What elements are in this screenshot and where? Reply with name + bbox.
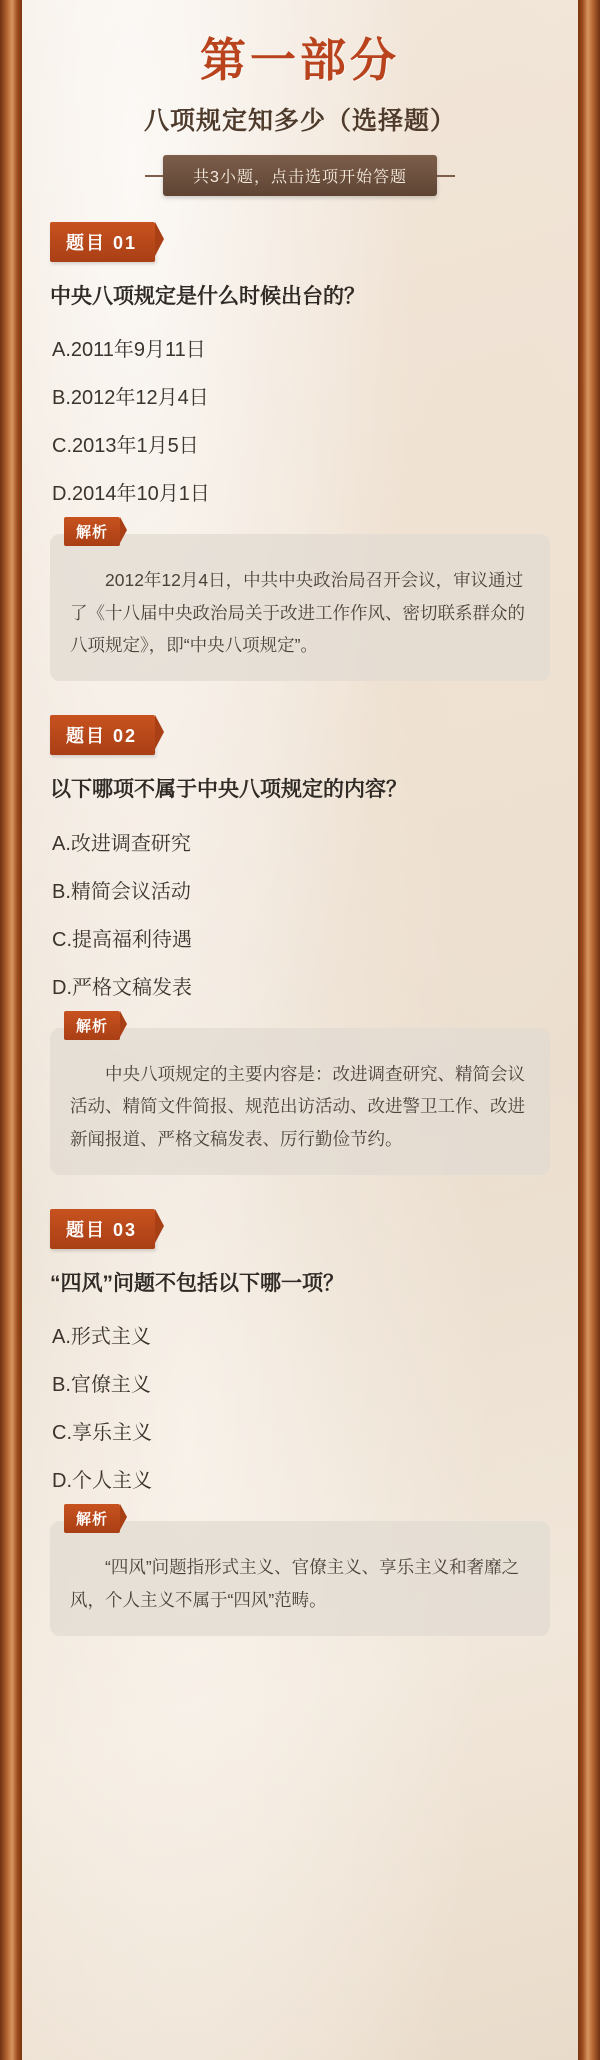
option-a[interactable]: A.2011年9月11日 bbox=[52, 339, 206, 362]
option-a[interactable]: A.形式主义 bbox=[52, 1326, 151, 1349]
question-number-tag: 题目 03 bbox=[50, 1209, 155, 1249]
page-title: 第一部分 bbox=[200, 33, 400, 87]
option-b[interactable]: B.精简会议活动 bbox=[52, 880, 191, 903]
analysis-card bbox=[50, 1511, 550, 1636]
question-block bbox=[50, 1209, 550, 1636]
option-d[interactable]: D.严格文稿发表 bbox=[52, 976, 192, 999]
option-d[interactable]: D.2014年10月1日 bbox=[52, 483, 210, 506]
questions-container bbox=[22, 212, 578, 1636]
option-list bbox=[50, 1313, 550, 1505]
paper-sheet bbox=[22, 0, 578, 2060]
question-title: 以下哪项不属于中央八项规定的内容？ bbox=[50, 778, 407, 802]
question-title: “四风”问题不包括以下哪一项？ bbox=[50, 1272, 344, 1296]
question-number-tag: 题目 01 bbox=[50, 222, 155, 262]
option-a[interactable]: A.改进调查研究 bbox=[52, 832, 191, 855]
option-list bbox=[50, 326, 550, 518]
analysis-text: 2012年12月4日，中共中央政治局召开会议，审议通过了《十八届中央政治局关于改进工作作风、密切联系群众的八项规定》，即“中央八项规定”。 bbox=[70, 570, 525, 656]
analysis-label: 解析 bbox=[64, 1505, 120, 1534]
question-title: 中央八项规定是什么时候出台的？ bbox=[50, 284, 365, 308]
analysis-card bbox=[50, 524, 550, 681]
option-b[interactable]: B.2012年12月4日 bbox=[52, 387, 209, 410]
option-c[interactable]: C.享乐主义 bbox=[52, 1422, 152, 1445]
quiz-hint-ribbon: 共3小题，点击选项开始答题 bbox=[163, 155, 437, 196]
analysis-label: 解析 bbox=[64, 1011, 120, 1040]
analysis-text: 中央八项规定的主要内容是：改进调查研究、精简会议活动、精简文件简报、规范出访活动、改进警卫工作、改进新闻报道、严格文稿发表、厉行勤俭节约。 bbox=[70, 1063, 525, 1149]
option-b[interactable]: B.官僚主义 bbox=[52, 1374, 151, 1397]
question-block bbox=[50, 715, 550, 1175]
option-c[interactable]: C.提高福利待遇 bbox=[52, 928, 192, 951]
question-number-tag: 题目 02 bbox=[50, 715, 155, 755]
page-subtitle: 八项规定知多少（选择题） bbox=[143, 106, 456, 135]
option-list bbox=[50, 820, 550, 1012]
option-c[interactable]: C.2013年1月5日 bbox=[52, 435, 199, 458]
analysis-label: 解析 bbox=[64, 517, 120, 546]
option-d[interactable]: D.个人主义 bbox=[52, 1470, 152, 1493]
ribbon-wrapper bbox=[22, 155, 578, 196]
question-block bbox=[50, 222, 550, 682]
header bbox=[22, 0, 578, 212]
analysis-text: “四风”问题指形式主义、官僚主义、享乐主义和奢靡之风，个人主义不属于“四风”范畴。 bbox=[70, 1557, 520, 1610]
analysis-card bbox=[50, 1017, 550, 1175]
